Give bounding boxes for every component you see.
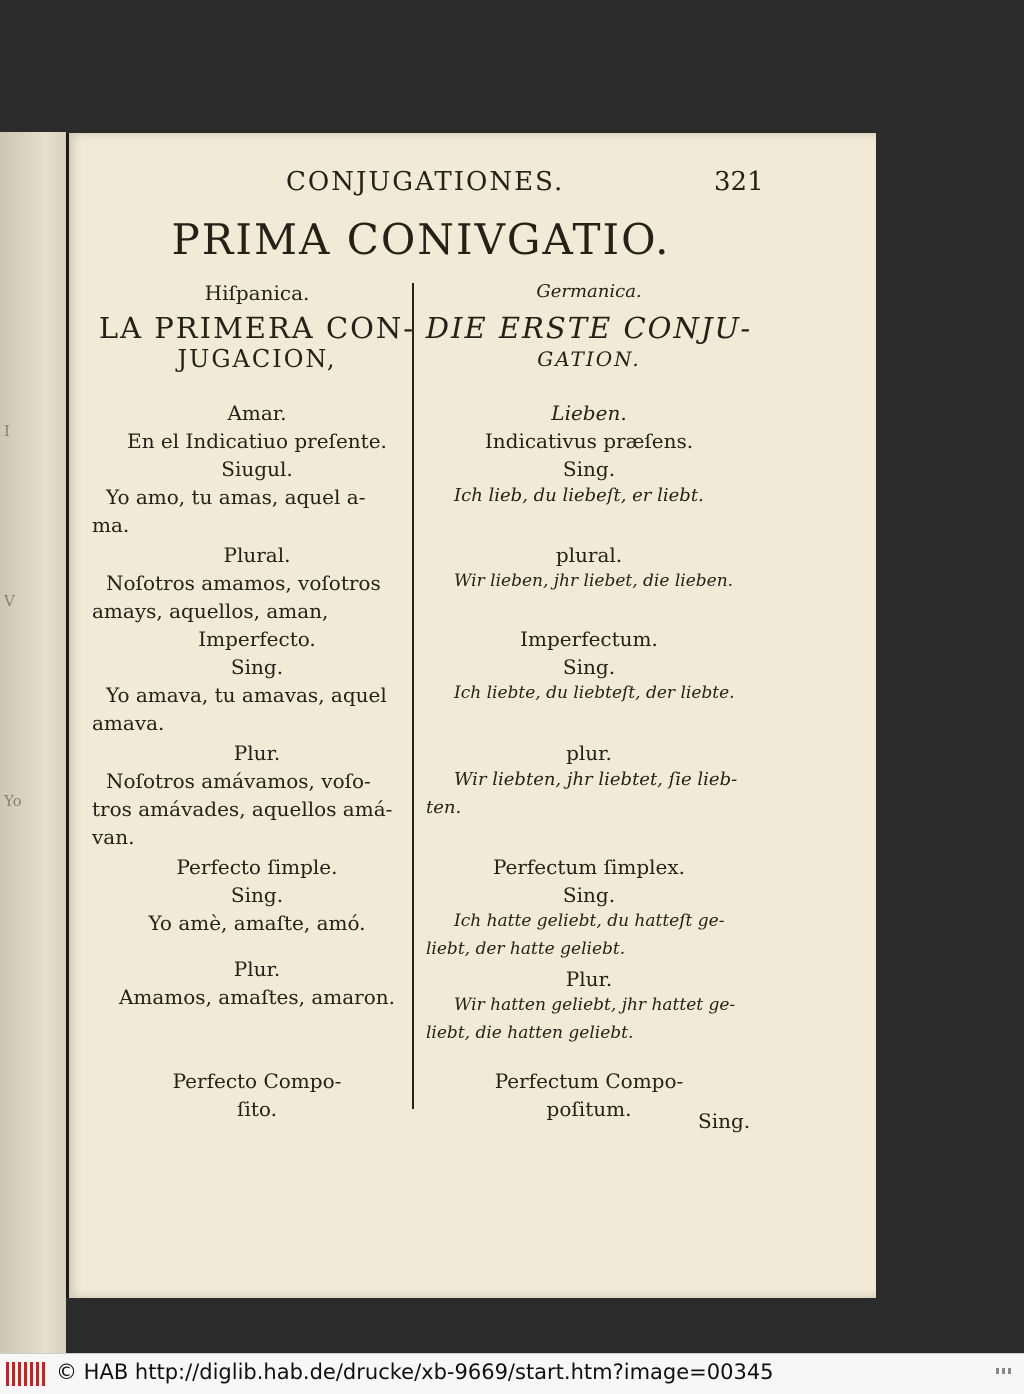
text-line: ten.: [426, 797, 462, 818]
text-line: liebt, die hatten geliebt.: [426, 1023, 634, 1043]
column-language-label: Hiſpanica.: [204, 281, 310, 305]
text-line: Sing.: [562, 655, 616, 679]
text-line: tros amávades, aquellos amá-: [92, 797, 393, 821]
text-line: Siugul.: [221, 457, 293, 481]
text-line: amava.: [92, 711, 165, 735]
text-line: Ich lieb, du liebeſt, er liebt.: [454, 485, 704, 506]
page-title: PRIMA CONIVGATIO.: [171, 215, 671, 264]
book-page: [66, 133, 876, 1298]
text-line: Ich liebte, du liebteſt, der liebte.: [454, 683, 735, 703]
text-line: plural.: [555, 543, 623, 567]
text-line: ma.: [92, 513, 130, 537]
text-line: van.: [92, 825, 135, 849]
text-line: Imperfectum.: [520, 627, 658, 651]
text-line: amays, aquellos, aman,: [92, 599, 329, 623]
copyright-url[interactable]: © HAB http://diglib.hab.de/drucke/xb-9669/start.htm?image=00345: [56, 1360, 774, 1384]
text-line: Yo amava, tu amavas, aquel: [106, 683, 387, 707]
text-line: Perfecto Compo-: [172, 1069, 342, 1093]
facing-page-fragment: Yo: [4, 792, 22, 810]
column-heading-line: LA PRIMERA CON-: [98, 311, 416, 345]
text-line: Amamos, amaſtes, amaron.: [118, 985, 396, 1009]
dots-icon: [996, 1368, 1014, 1374]
facing-page-fragment: I: [4, 422, 10, 440]
text-line: Wir liebten, jhr liebtet, ſie lieb-: [454, 769, 738, 790]
text-line: Plur.: [233, 741, 281, 765]
text-line: poſitum.: [546, 1097, 632, 1121]
column-language-label: Germanica.: [536, 281, 642, 302]
column-heading-line: JUGACION,: [177, 345, 337, 373]
text-line: Perfectum ſimplex.: [492, 855, 686, 879]
text-line: Imperfecto.: [198, 627, 316, 651]
catchword: Sing.: [698, 1109, 751, 1133]
text-line: Lieben.: [551, 401, 627, 425]
text-line: Yo amè, amaſte, amó.: [148, 911, 366, 935]
facing-page-fragment: V: [4, 592, 15, 610]
text-line: liebt, der hatte geliebt.: [426, 939, 626, 959]
text-line: Sing.: [562, 883, 616, 907]
text-line: plur.: [566, 741, 612, 765]
text-line: Perfecto ſimple.: [176, 855, 338, 879]
running-head: CONJUGATIONES.: [286, 167, 565, 197]
text-line: Wir hatten geliebt, jhr hattet ge-: [454, 995, 736, 1015]
text-line: Plur.: [233, 957, 281, 981]
text-line: Noſotros amávamos, voſo-: [106, 769, 371, 793]
facing-page-edge: [0, 132, 66, 1362]
text-line: Plural.: [223, 543, 291, 567]
column-heading-line: GATION.: [537, 347, 641, 371]
text-line: En el Indicatiuo preſente.: [127, 429, 387, 453]
hab-logo-icon: [6, 1362, 46, 1386]
viewer-footer: [0, 1353, 1024, 1394]
page-number: 321: [714, 167, 764, 197]
column-heading-line: DIE ERSTE CONJU-: [425, 311, 753, 345]
text-line: Wir lieben, jhr liebet, die lieben.: [454, 571, 734, 591]
text-line: Indicativus præſens.: [484, 429, 694, 453]
text-line: Yo amo, tu amas, aquel a-: [106, 485, 366, 509]
text-line: Perfectum Compo-: [494, 1069, 684, 1093]
text-line: Ich hatte geliebt, du hatteſt ge-: [454, 911, 725, 931]
text-line: Noſotros amamos, voſotros: [106, 571, 381, 595]
gutter-rule: [66, 133, 69, 1298]
text-line: Sing.: [562, 457, 616, 481]
text-line: Sing.: [230, 655, 284, 679]
text-line: Amar.: [227, 401, 287, 425]
text-line: Sing.: [230, 883, 284, 907]
text-line: Plur.: [565, 967, 613, 991]
text-line: ſito.: [237, 1097, 277, 1121]
